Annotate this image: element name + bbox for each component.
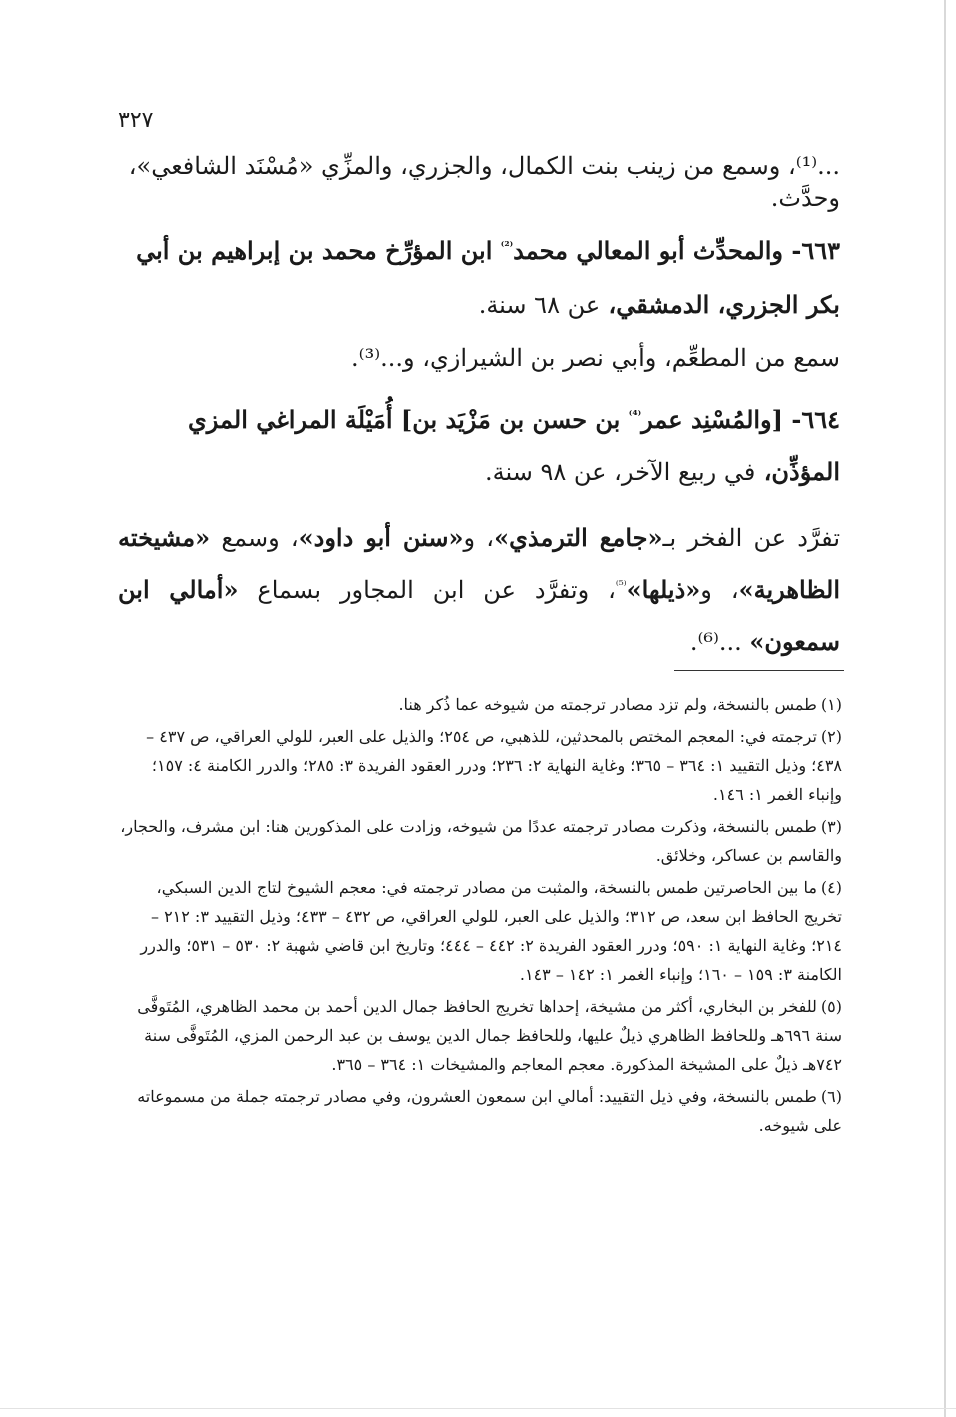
continued-text: ...⁽¹⁾، وسمع من زينب بنت الكمال، والجزري، والمزِّي «مُسْنَد الشافعي»، وحدَّث. xyxy=(128,152,840,212)
book-mashyakha: «مشيخته الظاهرية» xyxy=(118,523,841,604)
book-tirmidhi: «جامع الترمذي» xyxy=(494,523,663,552)
footnote-text: طمس بالنسخة، وفي ذيل التقييد: أمالي ابن سمعون العشرون، وفي مصادر ترجمته جملة من مسموعاته على شيوخه. xyxy=(137,1087,842,1135)
entry-663-number: ٦٦٣- xyxy=(791,236,840,265)
footnote-2 xyxy=(118,722,842,809)
book-abudawud: «سنن أبو داود» xyxy=(298,523,464,552)
line-continued-entry xyxy=(118,150,840,214)
unique-f: ...⁽⁶⁾. xyxy=(689,628,750,656)
heard-text: سمع من المطعِّم، وأبي نصر بن الشيرازي، و...⁽³⁾. xyxy=(351,344,840,372)
footnotes xyxy=(118,690,842,1143)
footnote-separator xyxy=(674,670,844,671)
entry-664-unique xyxy=(118,512,840,668)
footnote-text: ترجمته في: المعجم المختص بالمحدثين، للذهبي، ص ٢٥٤؛ والذيل على العبر، للولي العراقي، ص ٤٣٧ – ٤٣٨؛ وذيل التقييد ١: ٣٦٤ – ٣٦٥؛ وغاية النهاية ٢: ٢٣٦؛ ودرر العقود الفريدة ٣: ٢٨٥؛ والدرر الكامنة ٤: ١٥٧؛ وإنباء الغمر ١: ١٤٦. xyxy=(146,727,842,804)
footnote-number: (٤) xyxy=(820,878,842,897)
main-text xyxy=(118,150,840,668)
footnote-4 xyxy=(118,873,842,989)
book-dhayl: «ذيلها» xyxy=(626,575,701,604)
footnote-text: طمس بالنسخة، وذكرت مصادر ترجمته عددًا من شيوخه، وزادت على المذكورين هنا: ابن مشرف، والحجار، والقاسم بن عساكر، وخلائق. xyxy=(120,817,842,865)
footnote-ref-5: ⁽⁵⁾ xyxy=(615,578,627,592)
unique-a: تفرَّد عن الفخر بـ xyxy=(662,524,841,552)
unique-c: ، وسمع xyxy=(221,524,299,552)
entry-663 xyxy=(118,224,840,332)
entry-663-title-b: ابن المؤرِّخ محمد بن إبراهيم بن أبي بكر الجزري، الدمشقي، xyxy=(136,236,840,319)
entry-664 xyxy=(118,394,840,498)
unique-b: ، و xyxy=(463,524,495,552)
entry-664-title-b: بن حسن بن مَزْيَد بن] أُمَيْلَة المراغي المزي المؤذِّن، xyxy=(188,405,840,486)
entry-663-heard xyxy=(118,342,840,374)
page-edge xyxy=(944,0,946,1417)
footnote-number: (٥) xyxy=(820,997,842,1016)
footnote-5 xyxy=(118,992,842,1079)
entry-664-number: ٦٦٤- xyxy=(791,405,840,434)
footnote-ref-4: ⁽⁴⁾ xyxy=(628,408,642,422)
entry-664-date: في ربيع الآخر، عن ٩٨ سنة. xyxy=(485,458,756,486)
footnote-number: (٣) xyxy=(820,817,842,836)
book-amali: «أمالي ابن سمعون» xyxy=(118,575,840,656)
entry-663-age: عن ٦٨ سنة. xyxy=(478,291,601,319)
footnote-6 xyxy=(118,1082,842,1140)
footnote-number: (٦) xyxy=(820,1087,842,1106)
footnote-text: للفخر بن البخاري، أكثر من مشيخة، إحداها تخريج الحافظ جمال الدين أحمد بن محمد الظاهري، المُتَوفَّى سنة ٦٩٦هـ وللحافظ الظاهري ذيلٌ عليها، وللحافظ جمال الدين يوسف بن عبد الرحمن المزي، المُتَوفَّى سنة ٧٤٢هـ ذيلٌ على المشيخة المذكورة. معجم المعاجم والمشيخات ١: ٣٦٤ – ٣٦٥. xyxy=(137,997,842,1074)
entry-663-title-a: والمحدِّث أبو المعالي محمد xyxy=(513,236,783,265)
page-bottom-edge xyxy=(0,1408,956,1409)
footnote-ref-2: ⁽²⁾ xyxy=(500,239,514,253)
page-number: ٣٢٧ xyxy=(118,108,154,133)
footnote-1 xyxy=(118,690,842,719)
entry-664-title-a: [والمُسْنِد عمر xyxy=(641,405,783,434)
footnote-number: (١) xyxy=(820,695,842,714)
unique-d: ، و xyxy=(700,576,739,604)
footnote-3 xyxy=(118,812,842,870)
unique-e: ، وتفرَّد عن ابن المجاور بسماع xyxy=(257,576,616,604)
footnote-number: (٢) xyxy=(820,727,842,746)
footnote-text: ما بين الحاصرتين طمس بالنسخة، والمثبت من مصادر ترجمته في: معجم الشيوخ لتاج الدين السبكي، تخريج الحافظ ابن سعد، ص ٣١٢؛ والذيل على العبر، للولي العراقي، ص ٤٣٢ – ٤٣٣؛ وذيل التقييد ٣: ٢١٢ – ٢١٤؛ وغاية النهاية ١: ٥٩٠؛ ودرر العقود الفريدة ٢: ٤٤٢ – ٤٤٤؛ وتاريخ ابن قاضي شهبة ٢: ٥٣٠ – ٥٣١؛ والدرر الكامنة ٣: ١٥٩ – ١٦٠؛ وإنباء الغمر ١: ١٤٢ – ١٤٣. xyxy=(140,878,842,984)
footnote-text: طمس بالنسخة، ولم تزد مصادر ترجمته من شيوخه عما ذُكر هنا. xyxy=(398,695,817,714)
